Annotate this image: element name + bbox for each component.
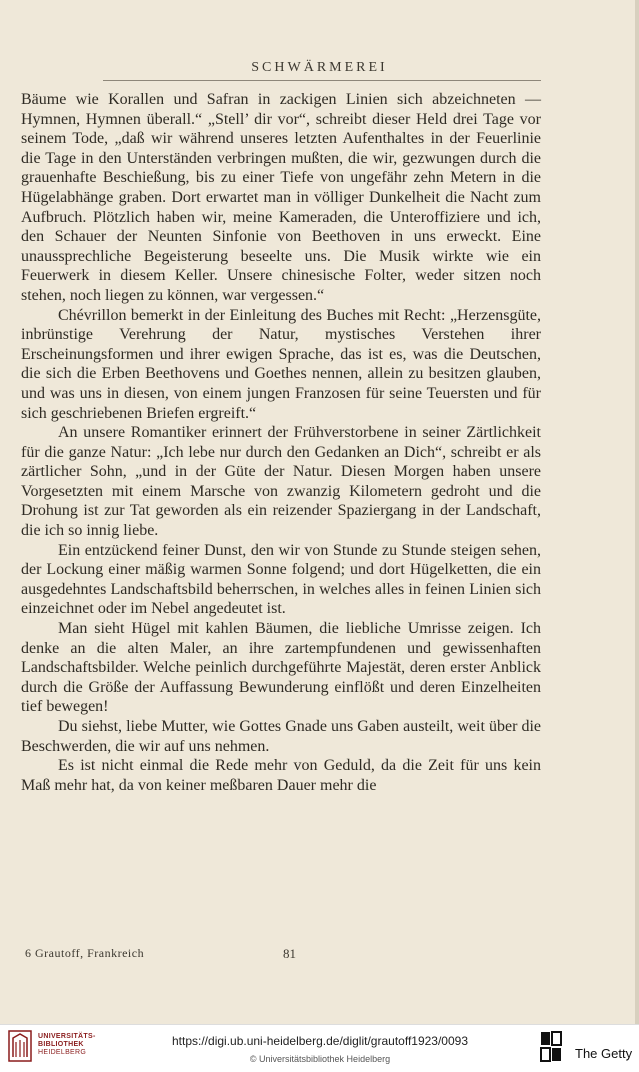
university-library-logo-icon [8, 1030, 32, 1062]
printer-signature: 6 Grautoff, Frankreich [25, 946, 145, 960]
body-text [21, 90, 541, 795]
permalink-url[interactable]: https://digi.ub.uni-heidelberg.de/diglit/grautoff1923/0093 [172, 1034, 468, 1048]
header-rule [103, 80, 541, 81]
paragraph: Chévrillon bemerkt in der Einleitung des Buches mit Recht: „Herzensgüte, inbrünstige Verehrung der Natur, mystisches Verstehen ihrer Erscheinungsformen und ihrer ewigen Sprache, das ist es, was die Deutschen, die sich die Erben Beethovens und Goethes nennen, allein zu besitzen glauben, und was uns in diesen, von einem jungen Franzosen für seine Teuersten und für sich geschriebenen Briefen ergreift.“ [21, 306, 541, 422]
paragraph: Bäume wie Korallen und Safran in zackigen Linien sich abzeichneten — Hymnen, Hymnen überall.“ „Stell’ dir vor“, schreibt dieser Held drei Tage vor seinem Tode, „daß wir während unseres letzten Aufenthaltes in der Feuerlinie die Tage in den Unterständen verbringen mußten, die wir, gezwungen durch die grauenhafte Beschießung, bis zu einer Tiefe von ungefähr zehn Metern in die Hügelabhänge graben. Dort erwartet man in völliger Dunkelheit die Nacht zum Aufbruch. Plötzlich haben wir, meine Kameraden, die Unteroffiziere und ich, den Schauer der Neunten Sinfonie von Beethoven in uns erweckt. Eine unaussprechliche Begeisterung beseelte uns. Die Musik wirkte wie ein Feuerwerk in diesem Keller. Unsere chinesische Folter, weder sitzen noch stehen, noch liegen zu können, war vergessen.“ [21, 91, 541, 304]
page-footer [21, 946, 541, 966]
page-number: 81 [283, 946, 296, 961]
paragraph: Man sieht Hügel mit kahlen Bäumen, die liebliche Umrisse zeigen. Ich denke an die alten Maler, an ihre zartempfundenen und gewissenhaften Landschaftsbilder. Welche peinlich durchgeführte Majestät, deren erster Anblick durch die Größe der Auffassung Bewunderung einflößt und deren Einzelheiten tief bewegen! [21, 620, 541, 716]
paragraph: Du siehst, liebe Mutter, wie Gottes Gnade uns Gaben austeilt, weit über die Beschwerden, die wir auf uns nehmen. [21, 718, 541, 755]
page-edge-shadow [635, 0, 639, 1024]
paragraph: An unsere Romantiker erinnert der Frühverstorbene in seiner Zärtlichkeit für die ganze Natur: „Ich lebe nur durch den Gedanken an Dich“, schreibt er als zärtlicher Sohn, „und in der Güte der Natur. Diesen Morgen haben unsere Vorgesetzten mit einem Marsche von zwanzig Kilometern gedroht und die Drohung ist zur Tat geworden als ein reizender Spaziergang in der Landschaft, die ich so innig liebe. [21, 424, 541, 540]
copyright-notice: © Universitätsbibliothek Heidelberg [249, 1054, 391, 1064]
library-name: UNIVERSITÄTS- BIBLIOTHEK HEIDELBERG [38, 1033, 96, 1056]
paragraph: Es ist nicht einmal die Rede mehr von Geduld, da die Zeit für uns kein Maß mehr hat, da von keiner meßbaren Dauer mehr die [21, 757, 541, 794]
paragraph: Ein entzückend feiner Dunst, den wir von Stunde zu Stunde steigen sehen, der Lockung einer mäßig warmen Sonne folgend; und dort Hügelketten, die ein ausgedehntes Landschaftsbild beherrschen, in welches alles in feinen Linien sich einzeichnet oder im Nebel angedeutet ist. [21, 541, 541, 618]
getty-logo-icon [540, 1031, 562, 1063]
partner-name: The Getty [575, 1046, 633, 1061]
running-head: SCHWÄRMEREI [251, 60, 388, 75]
